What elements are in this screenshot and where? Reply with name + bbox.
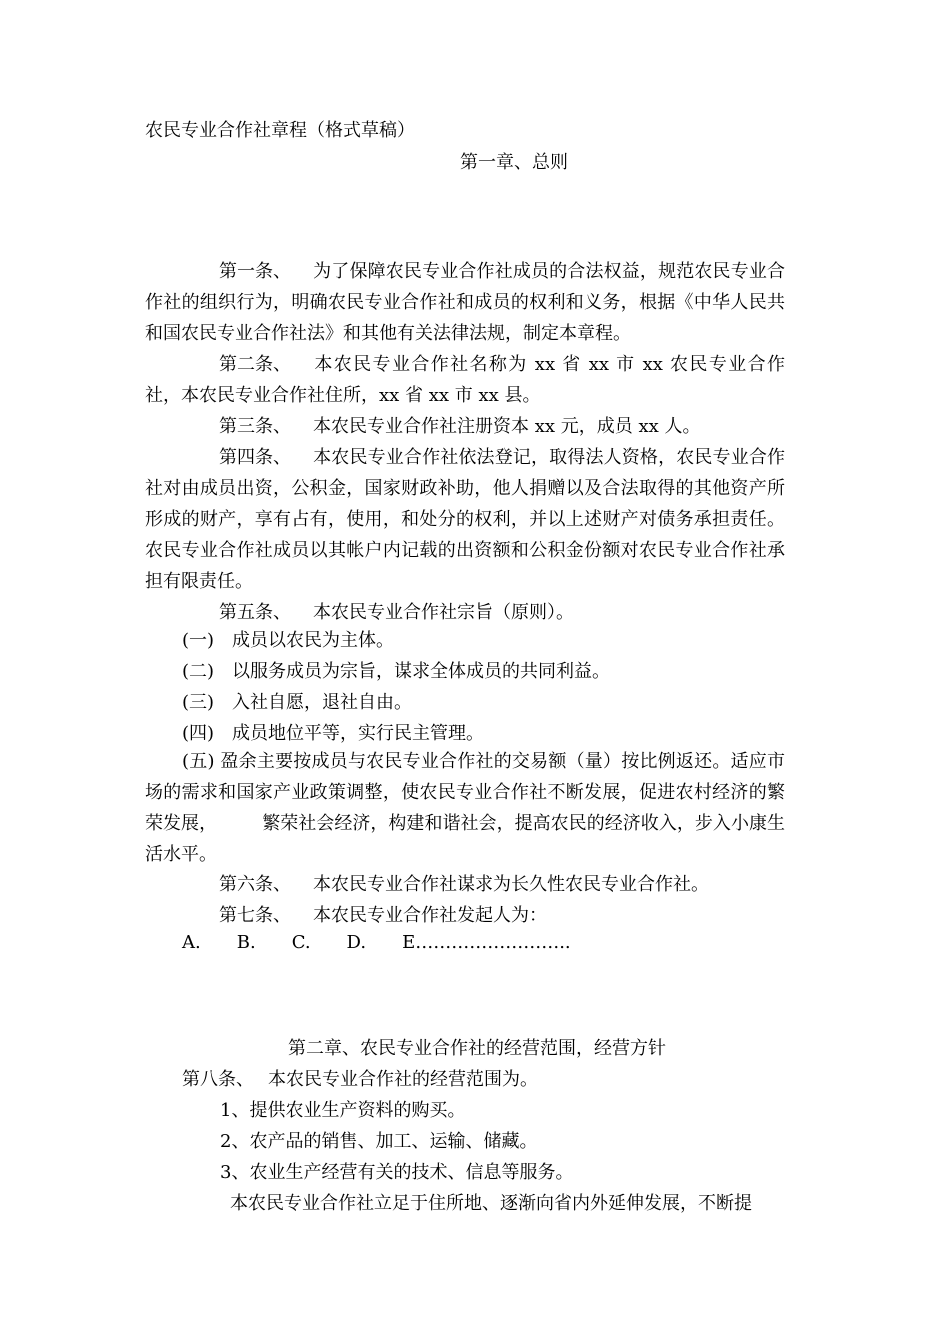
principle-item-number: (四) [182, 723, 215, 744]
article-3 [145, 411, 785, 442]
article-6 [145, 869, 785, 900]
article-1-text: 为了保障农民专业合作社成员的合法权益，规范农民专业合作社的组织行为，明确农民专业合作社和成员的权利和义务，根据《中华人民共和国农民专业合作社法》和其他有关法律法规，制定本章程。 [145, 261, 785, 344]
principle-item-text: 以服务成员为宗旨，谋求全体成员的共同利益。 [232, 661, 610, 682]
founder-item: C. [291, 932, 311, 953]
chapter-2-heading: 第二章、农民专业合作社的经营范围，经营方针 [288, 1038, 666, 1059]
chapter-1-heading: 第一章、总则 [460, 152, 568, 173]
founder-item: E…………………….. [402, 932, 571, 953]
article-4-label: 第四条、 [219, 447, 291, 468]
principle-item [182, 628, 394, 654]
article-4 [145, 442, 785, 597]
scope-item: 1、提供农业生产资料的购买。 [220, 1100, 466, 1121]
article-8-text: 本农民专业合作社的经营范围为。 [268, 1069, 538, 1090]
article-5-label: 第五条、 [219, 602, 291, 623]
document-title: 农民专业合作社章程（格式草稿） [145, 120, 415, 141]
article-8 [182, 1067, 538, 1093]
principle-item-number: (三) [182, 692, 215, 713]
principle-item-number: (二) [182, 661, 215, 682]
article-3-label: 第三条、 [219, 416, 291, 437]
scope-item: 3、农业生产经营有关的技术、信息等服务。 [220, 1162, 574, 1183]
scope-closing-text: 本农民专业合作社立足于住所地、逐渐向省内外延伸发展，不断提 [230, 1193, 752, 1214]
article-2-label: 第二条、 [219, 354, 291, 375]
principle-item-number: (一) [182, 630, 215, 651]
article-2-text: 本农民专业合作社名称为 xx 省 xx 市 xx 农民专业合作社，本农民专业合作社住所，xx 省 xx 市 xx 县。 [145, 354, 785, 406]
principle-item [182, 690, 412, 716]
article-4-text: 本农民专业合作社依法登记，取得法人资格，农民专业合作社对由成员出资，公积金，国家财政补助，他人捐赠以及合法取得的其他资产所形成的财产，享有占有，使用，和处分的权利，并以上述财产对债务承担责任。农民专业合作社成员以其帐户内记载的出资额和公积金份额对农民专业合作社承担有限责任。 [145, 447, 785, 592]
article-3-text: 本农民专业合作社注册资本 xx 元，成员 xx 人。 [313, 416, 701, 437]
founder-item: D. [346, 932, 367, 953]
article-6-text: 本农民专业合作社谋求为长久性农民专业合作社。 [313, 874, 709, 895]
principle-item-text: 成员地位平等，实行民主管理。 [232, 723, 484, 744]
article-6-label: 第六条、 [219, 874, 291, 895]
article-5 [145, 597, 785, 628]
principle-item [182, 721, 484, 747]
article-7-text: 本农民专业合作社发起人为： [313, 905, 547, 926]
principle-item-text: 成员以农民为主体。 [232, 630, 394, 651]
principle-item [182, 659, 610, 685]
scope-item: 2、农产品的销售、加工、运输、储藏。 [220, 1131, 538, 1152]
founders-list [182, 930, 607, 956]
principle-item-text: 入社自愿，退社自由。 [232, 692, 412, 713]
article-1-label: 第一条、 [219, 261, 291, 282]
founder-item: A. [182, 932, 201, 953]
article-2 [145, 349, 785, 411]
article-7 [145, 900, 785, 931]
article-8-label: 第八条、 [182, 1069, 254, 1090]
article-5-text: 本农民专业合作社宗旨（原则）。 [313, 602, 574, 623]
founder-item: B. [236, 932, 256, 953]
principle-item-5: (五) 盈余主要按成员与农民专业合作社的交易额（量）按比例返还。适应市场的需求和国家产业政策调整，使农民专业合作社不断发展，促进农村经济的繁荣发展， 繁荣社会经济，构建和谐社会，提高农民的经济收入，步入小康生活水平。 [145, 751, 785, 865]
article-7-label: 第七条、 [219, 905, 291, 926]
article-1 [145, 256, 785, 349]
